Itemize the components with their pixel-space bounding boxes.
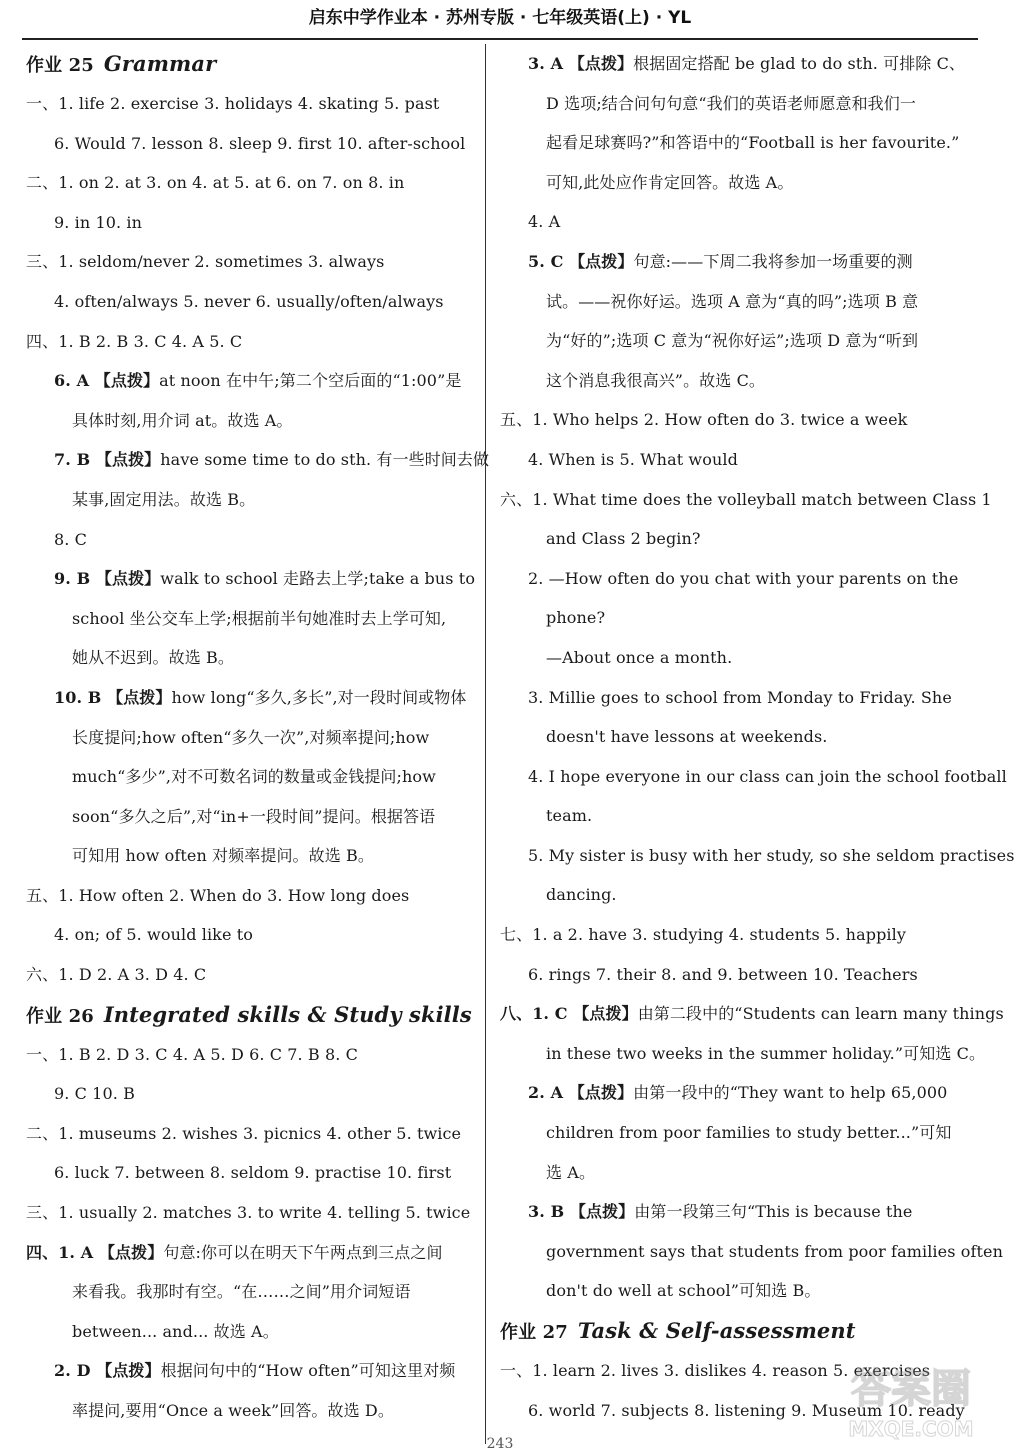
answer-text: 9. C 10. B <box>54 1084 135 1104</box>
answer-line <box>500 282 950 322</box>
answer-line <box>26 797 472 837</box>
section-title: Integrated skills & Study skills <box>103 1001 472 1027</box>
answer-text: have some time to do sth. 有一些时间去做 <box>160 450 490 470</box>
answer-text: 为“好的”;选项 C 意为“祝你好运”;选项 D 意为“听到 <box>546 331 919 351</box>
answer-text: 六、1. D 2. A 3. D 4. C <box>26 965 207 985</box>
answer-line <box>500 836 1015 876</box>
column-divider <box>485 44 486 1444</box>
answer-line <box>26 599 472 639</box>
answer-text: much“多少”,对不可数名词的数量或金钱提问;how <box>72 767 436 787</box>
answer-text: 6. luck 7. between 8. seldom 9. practise 10. first <box>54 1163 452 1183</box>
answer-line <box>500 1271 950 1311</box>
answer-line <box>26 163 472 203</box>
watermark-line1: 答案圈 <box>851 1366 971 1412</box>
answer-tag: 八、1. C 【点拨】 <box>500 1004 638 1024</box>
answer-line <box>26 242 472 282</box>
section-heading <box>500 1311 950 1351</box>
answer-line <box>26 282 472 322</box>
answer-text: 5. My sister is busy with her study, so she seldom practises <box>528 845 1015 865</box>
answer-text: 选 A。 <box>546 1162 596 1182</box>
watermark-line2: MXQE.COM <box>848 1417 974 1441</box>
answer-text: 4. I hope everyone in our class can join the school football <box>528 766 1007 786</box>
answer-text: 七、1. a 2. have 3. studying 4. students 5. happily <box>500 925 906 945</box>
answer-line <box>26 1233 472 1273</box>
answer-text: between... and... 故选 A。 <box>72 1321 279 1341</box>
answer-text: government says that students from poor families often <box>546 1241 1003 1261</box>
answer-text: 具体时刻,用介词 at。故选 A。 <box>72 410 293 430</box>
answer-text: 一、1. B 2. D 3. C 4. A 5. D 6. C 7. B 8. C <box>26 1044 358 1064</box>
answer-line <box>26 638 472 678</box>
answer-text: D 选项;结合问句句意“我们的英语老师愿意和我们一 <box>546 93 916 113</box>
left-column <box>26 44 490 1431</box>
answer-line <box>500 440 950 480</box>
answer-line <box>26 955 472 995</box>
section-heading <box>26 995 472 1035</box>
answer-line <box>500 123 960 163</box>
answer-tag: 2. D 【点拨】 <box>54 1361 161 1381</box>
answer-line <box>500 1113 950 1153</box>
answer-line <box>500 757 1007 797</box>
answer-tag: 7. B 【点拨】 <box>54 450 161 470</box>
answer-line <box>500 955 950 995</box>
answer-text: 五、1. Who helps 2. How often do 3. twice a week <box>500 410 908 430</box>
answer-text: 某事,固定用法。故选 B。 <box>72 489 256 509</box>
answer-text: 一、1. learn 2. lives 3. dislikes 4. reason 5. exercises <box>500 1361 931 1380</box>
section-number: 作业 25 <box>26 55 94 76</box>
answer-text: how long“多久,多长”,对一段时间或物体 <box>171 687 467 707</box>
answer-line <box>26 559 476 599</box>
answer-text: 6. world 7. subjects 8. listening 9. Museum 10. ready <box>528 1400 965 1420</box>
answer-text: 这个消息我很高兴”。故选 C。 <box>546 370 766 390</box>
answer-line <box>26 440 490 480</box>
answer-line <box>26 1312 472 1352</box>
answer-text: 由第一段中的“They want to help 65,000 <box>633 1083 948 1103</box>
answer-line <box>26 915 472 955</box>
answer-text: 起看足球赛吗?”和答语中的“Football is her favourite.” <box>546 133 960 153</box>
answer-text: 由第二段中的“Students can learn many things <box>637 1004 1004 1024</box>
answer-line <box>500 480 992 520</box>
answer-line <box>26 361 472 401</box>
answer-line <box>26 757 472 797</box>
answer-text: 率提问,要用“Once a week”回答。故选 D。 <box>72 1401 394 1420</box>
section-title: Grammar <box>103 51 217 76</box>
answer-line <box>26 678 472 718</box>
answer-text: 8. C <box>54 529 87 549</box>
answer-line <box>26 1193 472 1233</box>
answer-tag: 9. B 【点拨】 <box>54 569 161 589</box>
answer-text: 二、1. on 2. at 3. on 4. at 5. at 6. on 7. on 8. in <box>26 173 405 193</box>
answer-line <box>26 876 472 916</box>
answer-line <box>26 1074 472 1114</box>
answer-line <box>500 559 959 599</box>
answer-text: 由第一段第三句“This is because the <box>634 1202 913 1222</box>
answer-text: 长度提问;how often“多久一次”,对频率提问;how <box>72 727 430 747</box>
answer-tag: 6. A 【点拨】 <box>54 371 160 391</box>
answer-line <box>500 242 950 282</box>
answer-line <box>26 322 472 362</box>
running-header: 启东中学作业本 · 苏州专版 · 七年级英语(上) · YL <box>308 8 692 28</box>
answer-text: walk to school 走路去上学;take a bus to <box>160 569 476 589</box>
answer-line <box>500 875 950 915</box>
section-title: Task & Self-assessment <box>577 1318 856 1343</box>
answer-text: 3. Millie goes to school from Monday to Friday. She <box>528 687 952 707</box>
answer-text: 可知,此处应作肯定回答。故选 A。 <box>546 172 794 192</box>
answer-text: 4. When is 5. What would <box>528 449 738 469</box>
answer-text: 4. often/always 5. never 6. usually/often/always <box>54 291 444 311</box>
answer-line <box>26 1114 472 1154</box>
answer-line <box>500 1153 950 1193</box>
answer-text: 根据固定搭配 be glad to do sth. 可排除 C、 <box>633 54 966 73</box>
watermark-logo <box>836 1356 986 1448</box>
answer-text: 试。——祝你好运。选项 A 意为“真的吗”;选项 B 意 <box>546 291 919 311</box>
answer-text: 三、1. seldom/never 2. sometimes 3. always <box>26 252 385 272</box>
answer-text: 4. on; of 5. would like to <box>54 925 253 945</box>
answer-text: children from poor families to study better...”可知 <box>546 1123 952 1143</box>
answer-line <box>26 718 472 758</box>
answer-text: 五、1. How often 2. When do 3. How long does <box>26 885 410 905</box>
answer-line <box>500 1034 986 1074</box>
answer-text: —About once a month. <box>546 647 733 667</box>
header-rule <box>22 38 978 40</box>
answer-text: 6. Would 7. lesson 8. sleep 9. first 10. after-school <box>54 133 466 153</box>
answer-text: 2. —How often do you chat with your parents on the <box>528 568 959 588</box>
section-number: 作业 26 <box>26 1005 94 1027</box>
answer-line <box>26 203 472 243</box>
answer-line <box>500 1232 1003 1272</box>
answer-line <box>26 1351 472 1391</box>
answer-text: phone? <box>546 608 606 628</box>
answer-text: 9. in 10. in <box>54 212 143 232</box>
answer-line <box>500 321 950 361</box>
answer-text: soon“多久之后”,对“in+一段时间”提问。根据答语 <box>72 806 436 826</box>
answer-line <box>500 202 950 242</box>
answer-text: 可知用 how often 对频率提问。故选 B。 <box>72 846 374 866</box>
answer-text: 六、1. What time does the volleyball match between Class 1 <box>500 489 992 509</box>
answer-tag: 3. B 【点拨】 <box>528 1202 635 1222</box>
answer-tag: 5. C 【点拨】 <box>528 251 634 271</box>
answer-line <box>500 638 950 678</box>
answer-line <box>26 1035 472 1075</box>
answer-line <box>500 598 950 638</box>
answer-line <box>26 520 472 560</box>
answer-text: 三、1. usually 2. matches 3. to write 4. telling 5. twice <box>26 1203 471 1223</box>
answer-line <box>500 163 950 203</box>
answer-line <box>26 836 472 876</box>
answer-text: 句意:你可以在明天下午两点到三点之间 <box>163 1242 443 1262</box>
page-number: 243 <box>486 1436 514 1452</box>
answer-text: 4. A <box>528 212 561 232</box>
answer-text: don't do well at school”可知选 B。 <box>546 1281 821 1301</box>
answer-line <box>26 1391 472 1431</box>
answer-line <box>26 480 472 520</box>
answer-tag: 2. A 【点拨】 <box>528 1083 634 1103</box>
answer-line <box>500 994 1004 1034</box>
answer-text: team. <box>546 806 593 826</box>
answer-text: 来看我。我那时有空。“在……之间”用介词短语 <box>72 1282 411 1302</box>
answer-text: doesn't have lessons at weekends. <box>546 727 828 747</box>
answer-line <box>500 1073 950 1113</box>
answer-text: 根据问句中的“How often”可知这里对频 <box>160 1361 456 1381</box>
answer-text: 四、1. B 2. B 3. C 4. A 5. C <box>26 331 243 351</box>
answer-tag: 3. A 【点拨】 <box>528 54 634 73</box>
answer-line <box>26 124 472 164</box>
answer-text: and Class 2 begin? <box>546 529 701 549</box>
answer-text: 二、1. museums 2. wishes 3. picnics 4. other 5. twice <box>26 1123 462 1143</box>
answer-line <box>26 1153 472 1193</box>
answer-line <box>500 796 950 836</box>
answer-line <box>500 678 950 718</box>
answer-text: 6. rings 7. their 8. and 9. between 10. Teachers <box>528 964 918 984</box>
answer-text: 她从不迟到。故选 B。 <box>72 648 234 668</box>
answer-line <box>500 915 950 955</box>
section-heading <box>26 44 472 84</box>
answer-tag: 10. B 【点拨】 <box>54 687 172 707</box>
answer-line <box>26 1272 472 1312</box>
answer-text: 句意:——下周二我将参加一场重要的测 <box>633 251 913 271</box>
answer-line <box>26 84 472 124</box>
answer-line <box>500 519 950 559</box>
section-number: 作业 27 <box>500 1322 568 1343</box>
answer-line <box>500 84 950 124</box>
answer-text: at noon 在中午;第二个空后面的“1:00”是 <box>159 371 462 391</box>
answer-text: dancing. <box>546 885 617 905</box>
answer-line <box>500 361 950 401</box>
answer-tag: 四、1. A 【点拨】 <box>26 1242 164 1262</box>
answer-line <box>500 44 966 84</box>
answer-text: in these two weeks in the summer holiday.”可知选 C。 <box>546 1043 986 1063</box>
answer-line <box>500 400 950 440</box>
answer-line <box>500 1192 950 1232</box>
answer-text: 一、1. life 2. exercise 3. holidays 4. skating 5. past <box>26 94 440 113</box>
answer-text: school 坐公交车上学;根据前半句她准时去上学可知, <box>72 608 447 628</box>
answer-line <box>26 401 472 441</box>
answer-line <box>500 717 950 757</box>
